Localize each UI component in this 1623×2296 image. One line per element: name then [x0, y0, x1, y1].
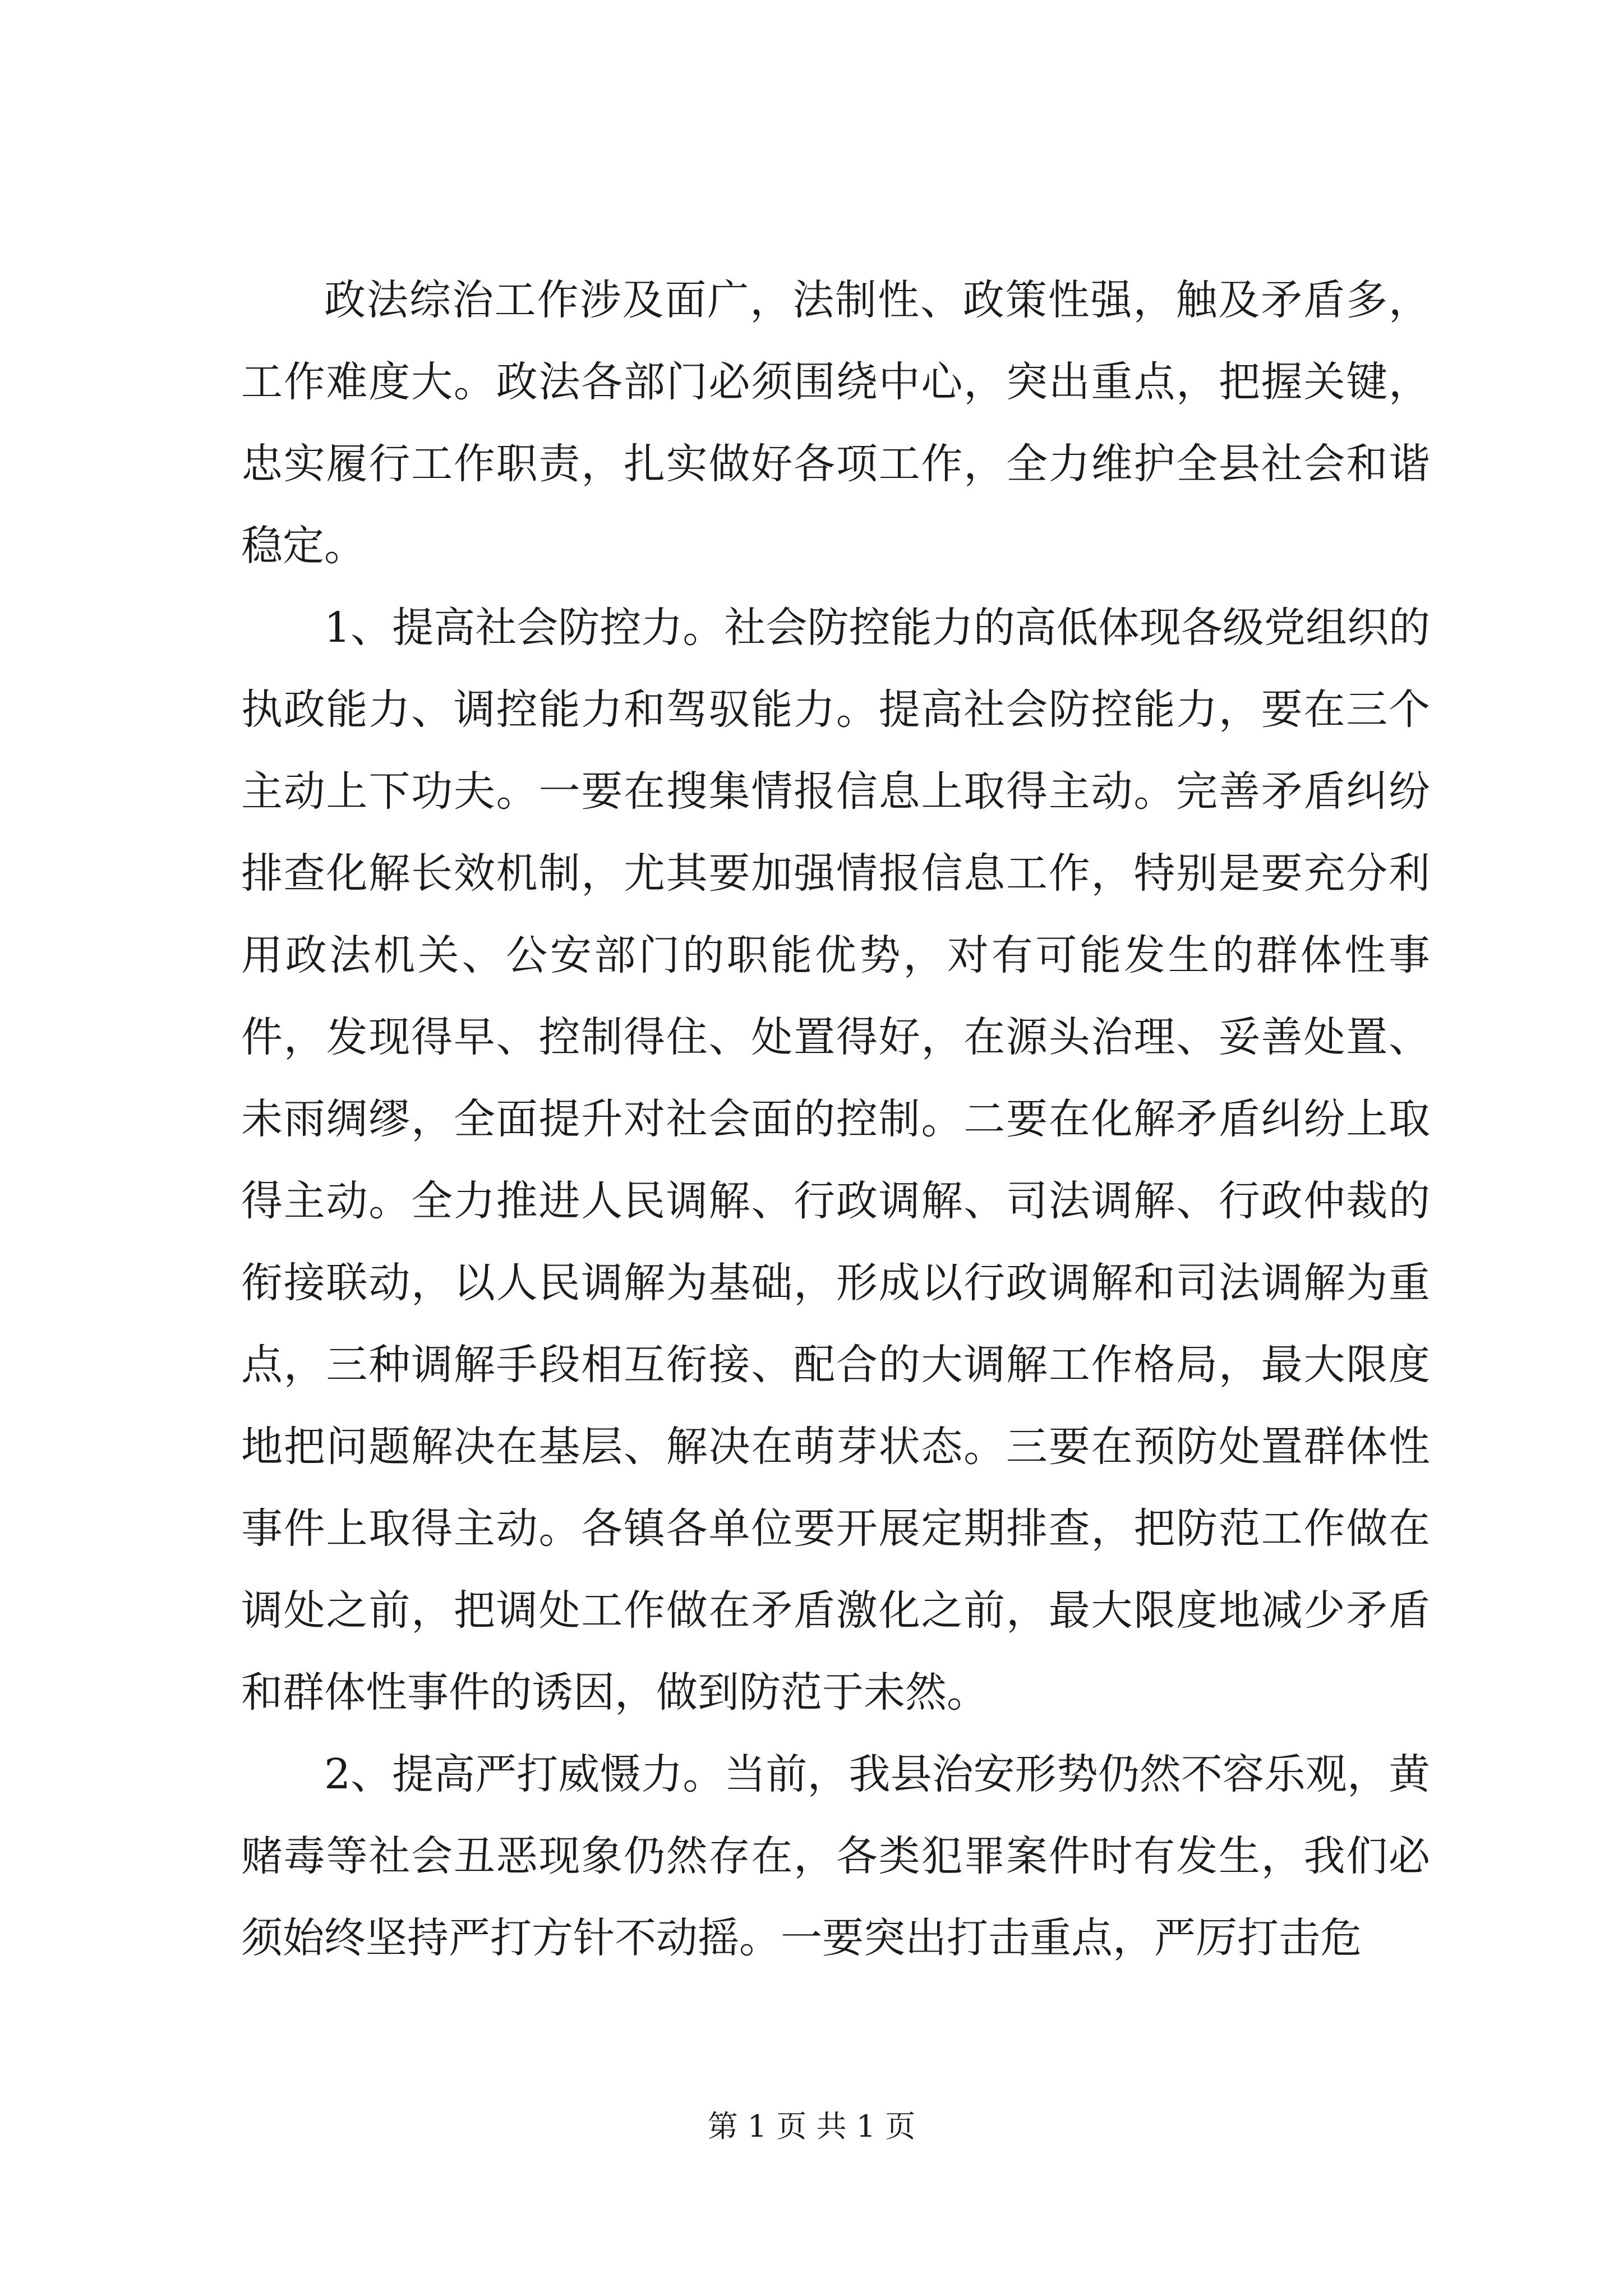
paragraph-strike-hard: 2、提高严打威慑力。当前，我县治安形势仍然不容乐观，黄赌毒等社会丑恶现象仍然存在，各类犯罪案件时有发生，我们必须始终坚持严打方针不动摇。一要突出打击重点，严厉打击危 — [241, 1750, 1430, 1962]
paragraph-social-control: 1、提高社会防控力。社会防控能力的高低体现各级党组织的执政能力、调控能力和驾驭能力。提高社会防控能力，要在三个主动上下功夫。一要在搜集情报信息上取得主动。完善矛盾纠纷排查化解长效机制，尤其要加强情报信息工作，特别是要充分利用政法机关、公安部门的职能优势，对有可能发生的群体性事件，发现得早、控制得住、处置得好，在源头治理、妥善处置、未雨绸缪，全面提升对社会面的控制。二要在化解矛盾纠纷上取得主动。全力推进人民调解、行政调解、司法调解、行政仲裁的衔接联动，以人民调解为基础，形成以行政调解和司法调解为重点，三种调解手段相互衔接、配合的大调解工作格局，最大限度地把问题解决在基层、解决在萌芽状态。三要在预防处置群体性事件上取得主动。各镇各单位要开展定期排查，把防范工作做在调处之前，把调处工作做在矛盾激化之前，最大限度地减少矛盾和群体性事件的诱因，做到防范于未然。 — [241, 604, 1430, 1717]
document-body — [241, 259, 1430, 1979]
page-footer: 第 1 页 共 1 页 — [707, 2109, 916, 2144]
paragraph-intro: 政法综治工作涉及面广，法制性、政策性强，触及矛盾多，工作难度大。政法各部门必须围绕中心，突出重点，把握关键，忠实履行工作职责，扎实做好各项工作，全力维护全县社会和谐稳定。 — [241, 276, 1430, 570]
